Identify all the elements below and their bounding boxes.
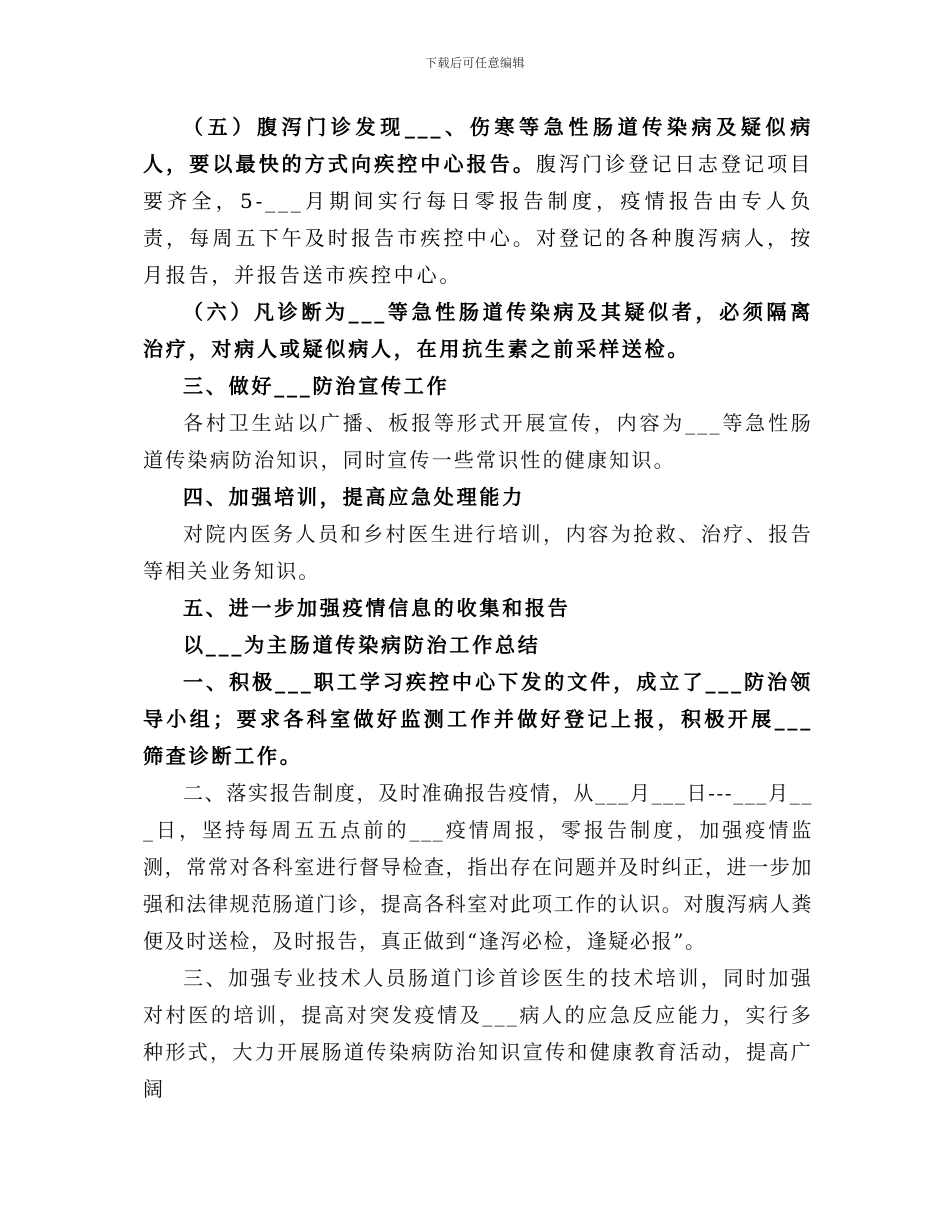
paragraph-text: （五）腹泻门诊发现___、伤寒等急性肠道传染病及疑似病人，要以最快的方式向疾控中心报告。: [143, 115, 813, 176]
heading-training: 四、加强培训，提高应急处理能力: [183, 485, 525, 509]
paragraph-diarrhea-clinic-report: [143, 109, 813, 294]
document-body: [143, 109, 813, 1108]
paragraph-leadership-group: 一、积极___职工学习疾控中心下发的文件，成立了___防治领导小组；要求各科室做好监测工作并做好登记上报，积极开展___筛查诊断工作。: [143, 670, 813, 768]
heading-publicity: 三、做好___防治宣传工作: [183, 374, 450, 398]
paragraph-publicity: 各村卫生站以广播、板报等形式开展宣传，内容为___等急性肠道传染病防治知识，同时宣传一些常识性的健康知识。: [143, 411, 813, 472]
heading-epidemic-info: 五、进一步加强疫情信息的收集和报告: [183, 596, 571, 620]
paragraph-technical-training: 三、加强专业技术人员肠道门诊首诊医生的技术培训，同时加强对村医的培训，提高对突发疫情及___病人的应急反应能力，实行多种形式，大力开展肠道传染病防治知识宣传和健康教育活动，提高广阔: [143, 966, 813, 1101]
paragraph-training: 对院内医务人员和乡村医生进行培训，内容为抢救、治疗、报告等相关业务知识。: [143, 522, 813, 583]
paragraph-isolation-treatment: （六）凡诊断为___等急性肠道传染病及其疑似者，必须隔离治疗，对病人或疑似病人，在用抗生素之前采样送检。: [143, 300, 813, 361]
section-title-summary: 以___为主肠道传染病防治工作总结: [183, 633, 541, 657]
paragraph-text: 腹泻门诊登记日志登记项目要齐全，5-___月期间实行每日零报告制度，疫情报告由专人负责，每周五下午及时报告市疾控中心。对登记的各种腹泻病人，按月报告，并报告送市疾控中心。: [143, 152, 813, 287]
page-header: 下载后可任意编辑: [424, 56, 525, 70]
paragraph-reporting-system: 二、落实报告制度，及时准确报告疫情，从___月___日---___月___日，坚持每周五五点前的___疫情周报，零报告制度，加强疫情监测，常常对各科室进行督导检查，指出存在问题并及时纠正，进一步加强和法律规范肠道门诊，提高各科室对此项工作的认识。对腹泻病人粪便及时送检，及时报告，真正做到“逢泻必检，逢疑必报”。: [143, 781, 813, 953]
